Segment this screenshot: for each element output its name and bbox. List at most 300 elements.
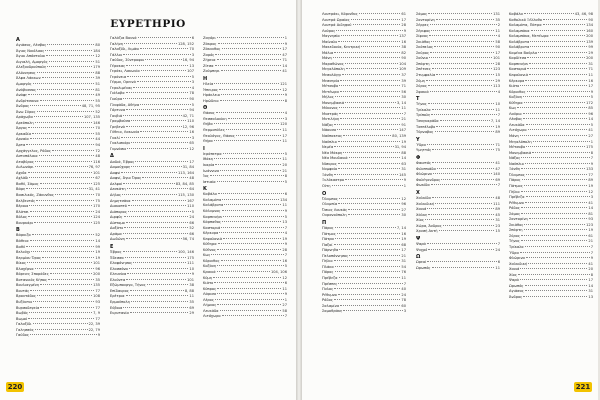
- dot-leader: [526, 196, 590, 197]
- dot-leader: [221, 94, 284, 95]
- dot-leader: [147, 284, 189, 285]
- dot-leader: [29, 312, 92, 313]
- dot-leader: [131, 166, 181, 167]
- dot-leader: [524, 229, 588, 230]
- index-entry-term: Φαιστός: [416, 161, 432, 166]
- dot-leader: [127, 273, 190, 274]
- dot-leader: [338, 168, 400, 169]
- index-entry-pages: 54: [401, 264, 406, 269]
- index-entry-pages: 60: [401, 303, 406, 308]
- index-entry-term: Ήπειρος: [203, 87, 219, 92]
- dot-leader: [36, 200, 94, 201]
- dot-leader: [138, 37, 191, 38]
- index-entry-pages: 131: [493, 12, 500, 16]
- dot-leader: [34, 222, 92, 223]
- index-entry-term: Θάσος: [203, 111, 215, 116]
- dot-leader: [140, 131, 188, 132]
- index-entry-pages: 5: [590, 122, 593, 127]
- index-entry-pages: 96: [401, 202, 406, 207]
- index-entry-pages: 96: [95, 266, 100, 271]
- index-entry-pages: 41: [588, 128, 593, 133]
- index-entry-term: Λέρος: [203, 297, 214, 302]
- index-entry-term: Καρπενήσι: [509, 61, 528, 66]
- dot-leader: [527, 91, 590, 92]
- index-entry-term: Μεσσηνία: [322, 78, 340, 83]
- index-entry-term: Λουτρά Ωραίας: [322, 17, 350, 22]
- dot-leader: [340, 305, 400, 306]
- dot-leader: [526, 146, 585, 147]
- index-title: ΕΥΡΕΤΗΡΙΟ: [110, 18, 186, 30]
- dot-leader: [220, 170, 281, 171]
- index-entry-term: Λήμνος: [203, 303, 217, 308]
- index-entry-pages: 5: [284, 264, 287, 269]
- dot-leader: [339, 198, 401, 199]
- index-entry-pages: 7: [284, 225, 287, 230]
- index-entry-term: Δελφοί: [110, 181, 123, 186]
- dot-leader: [432, 149, 494, 150]
- dot-leader: [525, 163, 590, 164]
- index-entry-pages: 19: [95, 250, 100, 255]
- index-entry-pages: 41: [588, 200, 593, 205]
- index-entry-pages: 14: [401, 156, 406, 161]
- index-entry-term: Δεσκάτη: [110, 187, 126, 192]
- index-entry-term: Αρεόπολη: [16, 120, 34, 125]
- dot-leader: [524, 224, 585, 225]
- index-entry-term: Διακοπτό: [110, 204, 127, 209]
- index-entry-term: Γαλαξίδι: [16, 322, 32, 327]
- index-entry-pages: 31, 94: [394, 145, 406, 150]
- dot-leader: [214, 123, 279, 124]
- index-entry-pages: 8: [284, 174, 287, 179]
- index-entry-pages: 90: [588, 17, 593, 22]
- dot-leader: [338, 283, 402, 284]
- index-entry-pages: 55: [95, 131, 100, 136]
- index-entry-term: Βάρκιζα: [16, 233, 31, 238]
- dot-leader: [40, 183, 93, 184]
- index-entry-pages: 10: [189, 266, 194, 271]
- index-entry-term: Σφακιά: [416, 89, 429, 94]
- index-entry-term: Ψυχρό: [416, 247, 428, 252]
- index-entry-term: Τύρναβος: [416, 130, 434, 135]
- index-entry-term: Πάρνηθα: [322, 248, 339, 253]
- index-entry-term: Αράχωβα: [16, 115, 33, 120]
- index-entry-term: Ηρώδειο: [203, 98, 219, 103]
- index-entry-pages: 28: [401, 23, 406, 28]
- index-entry-pages: 24: [95, 209, 100, 214]
- dot-leader: [32, 234, 95, 235]
- index-entry-term: Καρπενήσι: [203, 214, 222, 219]
- dot-leader: [520, 279, 588, 280]
- dot-leader: [335, 227, 396, 228]
- index-entry-term: Κέρκυρα: [203, 231, 219, 236]
- index-entry-term: Δίστομο: [110, 220, 125, 225]
- index-entry-pages: 51: [95, 59, 100, 64]
- index-entry: [203, 99, 287, 105]
- index-entry-term: Βαθύ, Σάμος: [16, 181, 39, 186]
- index-letter-heading: Κ: [203, 186, 207, 193]
- index-entry-term: Ψαρά: [509, 278, 519, 283]
- dot-leader: [130, 312, 189, 313]
- left-column-3: [203, 36, 287, 320]
- dot-leader: [339, 113, 402, 114]
- index-entry-pages: 9: [284, 93, 287, 98]
- index-entry: [416, 266, 500, 272]
- index-entry-term: Τήνος: [509, 239, 520, 244]
- index-entry-term: Ναύπακτος: [322, 134, 343, 139]
- index-entry-term: Σύρος: [509, 233, 520, 238]
- dot-leader: [434, 46, 494, 47]
- dot-leader: [28, 172, 93, 173]
- index-entry-term: Εξώμπουργο, Τήνος: [110, 283, 146, 288]
- index-entry-term: Ιστιαία: [203, 179, 216, 184]
- index-entry-pages: 90: [401, 56, 406, 61]
- index-entry-term: Γαύδος, Σύντροφοι: [110, 58, 145, 63]
- index-entry-term: Χάλκη: [416, 212, 428, 217]
- index-entry-term: Μετέωρα: [322, 89, 339, 94]
- index-entry-term: Λούρος: [322, 28, 336, 33]
- index-entry-term: Έβρος: [110, 250, 122, 255]
- dot-leader: [123, 183, 174, 184]
- index-entry-term: Νεμέα: [322, 145, 334, 150]
- index-entry-pages: 6: [284, 192, 287, 197]
- index-entry-pages: 71: [495, 142, 500, 147]
- index-entry-pages: 9: [284, 41, 287, 46]
- index-entry-pages: 16: [282, 258, 287, 263]
- index-entry-pages: 7: [590, 250, 593, 255]
- index-entry-term: Οίτη: [322, 183, 331, 188]
- dot-leader: [525, 246, 590, 247]
- index-entry-pages: 31, 84: [182, 165, 194, 170]
- index-entry-term: Κόρινθος: [203, 258, 220, 263]
- index-entry-term: Αρχάγγελος, Ρόδος: [16, 148, 51, 153]
- index-entry-pages: 12: [95, 54, 100, 59]
- index-entry-term: Νάξος: [509, 156, 521, 161]
- index-entry-term: Γεράκι, Λακωνία: [110, 69, 140, 74]
- index-entry: [322, 213, 406, 219]
- index-entry-term: Γλυφάδα, Αθήνα: [110, 102, 140, 107]
- index-entry-term: Δαφνί, Άγιο Όρος: [110, 176, 142, 181]
- index-letter-heading: Φ: [416, 154, 421, 161]
- index-entry-pages: 76: [401, 270, 406, 275]
- index-entry-pages: 107: [187, 69, 194, 74]
- dot-leader: [46, 55, 94, 56]
- index-entry-term: Ανάφη: [16, 93, 28, 98]
- index-entry-term: Βωβός: [16, 311, 29, 316]
- index-entry-term: Κόρινθος: [509, 89, 526, 94]
- index-entry-pages: 99: [588, 45, 593, 50]
- index-entry-pages: 11: [282, 157, 287, 162]
- dot-leader: [33, 323, 88, 324]
- index-entry-term: Μαγνησία: [322, 34, 340, 39]
- index-entry-term: Κως: [509, 106, 517, 111]
- index-entry-term: Κοζάνη: [509, 95, 523, 100]
- dot-leader: [427, 261, 496, 262]
- dot-leader: [35, 268, 95, 269]
- index-entry-term: Τήνος: [416, 102, 427, 107]
- index-entry-term: Μύκονος: [322, 106, 338, 111]
- dot-leader: [528, 129, 588, 130]
- index-entry-term: Ερέτρια: [110, 294, 125, 299]
- index-entry-term: Χανιά: [509, 267, 520, 272]
- index-entry-pages: 5: [590, 95, 593, 100]
- index-entry-term: Γραμβούσα: [110, 119, 131, 124]
- dot-leader: [222, 48, 282, 49]
- index-entry-pages: 47: [495, 166, 500, 171]
- dot-leader: [338, 41, 400, 42]
- index-entry-pages: 17: [189, 159, 194, 164]
- dot-leader: [439, 230, 495, 231]
- index-entry-term: Σκιάθος: [416, 39, 431, 44]
- dot-leader: [349, 157, 401, 158]
- index-entry-pages: 96: [588, 111, 593, 116]
- dot-leader: [361, 46, 400, 47]
- index-entry-term: Διρφύς: [110, 215, 123, 220]
- dot-leader: [351, 19, 401, 20]
- dot-leader: [40, 307, 94, 308]
- dot-leader: [224, 204, 281, 205]
- dot-leader: [430, 52, 494, 53]
- index-entry: [203, 180, 287, 186]
- index-entry-pages: 120: [280, 122, 287, 127]
- dot-leader: [530, 46, 587, 47]
- dot-leader: [550, 35, 586, 36]
- index-entry-term: Βερμίου Όρος: [16, 255, 42, 260]
- index-entry-pages: 71: [588, 67, 593, 72]
- index-entry-pages: 88: [95, 70, 100, 75]
- index-entry-pages: 52: [95, 233, 100, 238]
- index-entry-pages: 48: [189, 176, 194, 181]
- index-entry-term: Ικαρία: [203, 162, 215, 167]
- index-entry-term: Βουτάς: [16, 288, 30, 293]
- index-entry-pages: 40: [401, 287, 406, 292]
- dot-leader: [334, 124, 400, 125]
- index-entry-pages: 5: [284, 179, 287, 184]
- dot-leader: [236, 135, 282, 136]
- index-entry-pages: 10: [495, 102, 500, 107]
- dot-leader: [29, 177, 94, 178]
- dot-leader: [47, 66, 92, 67]
- index-entry-term: Τρίκαλα: [509, 244, 524, 249]
- dot-leader: [529, 74, 587, 75]
- dot-leader: [40, 100, 95, 101]
- index-entry-pages: 41: [495, 161, 500, 166]
- index-entry-pages: 77: [95, 288, 100, 293]
- index-entry-pages: 89: [495, 207, 500, 212]
- dot-leader: [527, 68, 587, 69]
- index-entry-pages: 3: [191, 135, 194, 140]
- index-entry-pages: 184: [93, 48, 100, 53]
- index-entry-pages: 51: [95, 82, 100, 87]
- dot-leader: [30, 334, 97, 335]
- dot-leader: [35, 161, 92, 162]
- index-entry: [416, 248, 500, 254]
- index-entry-term: Βροντάδος: [16, 294, 36, 299]
- index-entry-term: Αιγιαλή, Αμοργός: [16, 59, 48, 64]
- index-entry-pages: 12: [588, 189, 593, 194]
- dot-leader: [221, 70, 282, 71]
- index-entry-term: Βόλος: [16, 215, 28, 220]
- index-entry-term: Καρδίτσα: [509, 56, 527, 61]
- dot-leader: [529, 63, 588, 64]
- index-entry-term: Χαλκίδα: [416, 196, 431, 201]
- index-entry-pages: 14: [95, 238, 100, 243]
- index-entry-pages: 82: [401, 50, 406, 55]
- index-entry-term: Σύρος: [416, 84, 427, 89]
- dot-leader: [336, 30, 402, 31]
- dot-leader: [126, 222, 189, 223]
- dot-leader: [35, 122, 92, 123]
- dot-leader: [26, 188, 87, 189]
- index-entry-term: Αγιάσος: [509, 289, 524, 294]
- index-entry-pages: 30: [401, 213, 406, 218]
- index-entry-pages: 200: [586, 56, 593, 61]
- index-letter-heading: Ε: [110, 243, 114, 250]
- index-entry-term: Καλαμπάκα: [509, 28, 530, 33]
- dot-leader: [543, 19, 587, 20]
- dot-leader: [334, 299, 401, 300]
- dot-leader: [32, 133, 94, 134]
- dot-leader: [435, 131, 495, 132]
- index-entry-pages: 24: [495, 247, 500, 252]
- index-entry-pages: 66: [189, 220, 194, 225]
- index-entry-pages: 11: [282, 128, 287, 133]
- index-entry-term: Κύπρος: [203, 286, 217, 291]
- dot-leader: [126, 295, 189, 296]
- index-entry: [110, 311, 194, 317]
- index-entry-term: Χίος: [416, 218, 424, 223]
- index-letter-heading: B: [16, 227, 20, 234]
- index-entry-term: Τσαγκαράδα: [416, 119, 439, 124]
- index-entry-pages: 14: [588, 206, 593, 211]
- index-entry-term: Γάλλοι: [110, 52, 123, 57]
- dot-leader: [29, 205, 92, 206]
- index-entry-pages: 19: [95, 255, 100, 260]
- dot-leader: [343, 310, 402, 311]
- index-entry-term: Ύδρα: [509, 250, 519, 255]
- index-entry-term: Κεφαλονιά: [509, 73, 528, 78]
- dot-leader: [526, 124, 590, 125]
- index-entry-pages: 31: [401, 259, 406, 264]
- index-entry-pages: 52: [95, 109, 100, 114]
- index-entry-pages: 128, 152: [177, 41, 194, 46]
- index-entry-pages: 21: [401, 253, 406, 258]
- dot-leader: [521, 213, 587, 214]
- index-entry-pages: 6: [284, 281, 287, 286]
- index-entry: [322, 184, 406, 190]
- index-entry-pages: 14: [588, 283, 593, 288]
- index-entry-pages: 75: [95, 198, 100, 203]
- index-entry-pages: 160: [586, 28, 593, 33]
- index-entry-pages: 116: [93, 159, 100, 164]
- index-entry-pages: 9: [590, 256, 593, 261]
- index-entry-term: Καλάβρυτα: [203, 203, 224, 208]
- index-entry-term: Ψαρά: [416, 242, 426, 247]
- dot-leader: [26, 246, 94, 247]
- index-entry-pages: 48: [95, 154, 100, 159]
- dot-leader: [124, 43, 177, 44]
- index-entry-pages: 17: [495, 50, 500, 55]
- index-entry-pages: 11: [189, 294, 194, 299]
- index-entry-term: Δήλος: [110, 192, 122, 197]
- dot-leader: [531, 30, 586, 31]
- index-entry-term: Δαδιά, Έβρος: [110, 159, 135, 164]
- index-entry-pages: 11: [401, 275, 406, 280]
- index-entry-pages: 30: [401, 95, 406, 100]
- index-entry-term: Μυστράς: [322, 111, 339, 116]
- dot-leader: [543, 24, 586, 25]
- index-entry-term: Πήλιο: [322, 259, 333, 264]
- index-entry-term: Μαίναλο: [322, 39, 338, 44]
- index-entry-term: Πυλος: [322, 287, 334, 292]
- dot-leader: [526, 257, 590, 258]
- dot-leader: [525, 80, 587, 81]
- index-entry-pages: 31, 41: [88, 187, 100, 192]
- dot-leader: [49, 61, 95, 62]
- dot-leader: [220, 100, 284, 101]
- dot-leader: [440, 120, 490, 121]
- index-entry-term: Βάθεια: [16, 238, 29, 243]
- dot-leader: [215, 54, 281, 55]
- index-entry-term: Όλυμπος: [509, 172, 525, 177]
- dot-leader: [42, 77, 95, 78]
- index-entry-pages: 1: [403, 183, 406, 188]
- dot-leader: [214, 140, 282, 141]
- index-entry-pages: 175: [586, 145, 593, 150]
- index-entry-pages: 24: [401, 292, 406, 297]
- dot-leader: [226, 129, 281, 130]
- index-entry-term: Βλάτσι: [16, 209, 29, 214]
- index-entry-pages: 7: [497, 183, 500, 188]
- index-entry-term: Δαφνί: [110, 170, 121, 175]
- index-entry-pages: 9: [284, 208, 287, 213]
- index-entry-pages: 56, 74: [182, 237, 194, 242]
- index-entry-term: Καστοριά: [509, 67, 527, 72]
- index-entry-term: Τρίκαλα: [416, 107, 431, 112]
- dot-leader: [342, 74, 400, 75]
- index-entry-term: Δαμούχαρη: [110, 165, 131, 170]
- index-entry-term: Φλώρινα: [416, 172, 432, 177]
- dot-leader: [217, 59, 282, 60]
- index-entry-pages: 16: [401, 231, 406, 236]
- dot-leader: [30, 105, 80, 106]
- index-entry-term: Κεφαλονιά: [203, 236, 222, 241]
- dot-leader: [338, 294, 401, 295]
- index-entry-pages: 89: [495, 130, 500, 135]
- index-entry-pages: 7: [403, 281, 406, 286]
- index-entry-pages: 14: [282, 63, 287, 68]
- index-entry-pages: 12: [282, 87, 287, 92]
- dot-leader: [35, 329, 88, 330]
- index-entry-pages: 38: [401, 45, 406, 50]
- index-entry-pages: 5: [191, 74, 194, 79]
- dot-leader: [218, 193, 284, 194]
- index-letter-heading: Ι: [203, 145, 205, 152]
- index-entry-pages: 5: [191, 209, 194, 214]
- index-entry-pages: 80, 139: [392, 134, 406, 139]
- index-entry-term: Ξυλόκαστρο: [322, 178, 345, 183]
- dot-leader: [339, 277, 401, 278]
- index-entry-term: Καλαμπάκα, Μετέωρα: [509, 34, 549, 39]
- index-entry-pages: 125: [93, 220, 100, 225]
- index-entry-term: Μαραθώνας: [322, 61, 344, 66]
- index-entry-term: Υμηττός: [416, 148, 432, 153]
- index-entry-term: Ηλεία: [203, 82, 214, 87]
- index-entry-pages: 16: [401, 39, 406, 44]
- dot-leader: [430, 91, 497, 92]
- index-entry-term: Φιλιππιάδα: [416, 166, 436, 171]
- dot-leader: [124, 216, 189, 217]
- index-entry-pages: 101: [93, 170, 100, 175]
